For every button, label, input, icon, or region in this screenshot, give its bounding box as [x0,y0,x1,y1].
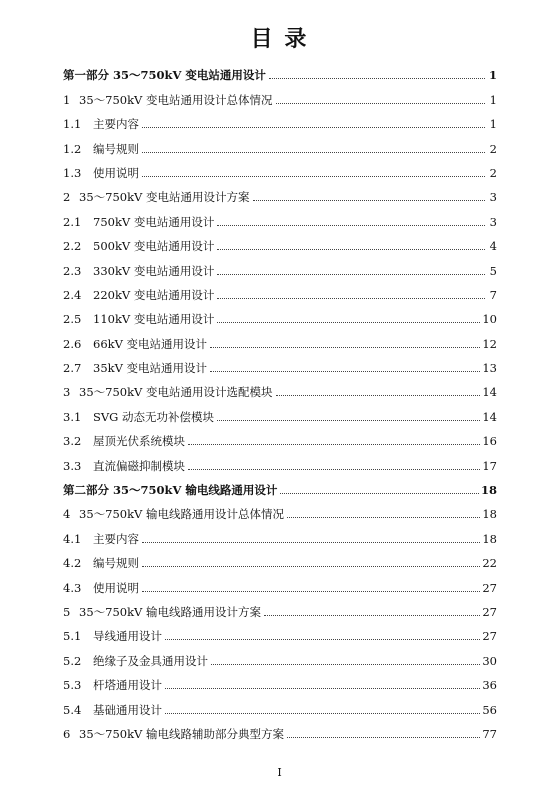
toc-entry[interactable] [63,156,497,180]
toc-entry[interactable] [63,521,497,545]
toc-entry-number: 5.2 [63,653,82,668]
toc-entry[interactable] [63,424,497,448]
page-number: I [277,766,282,779]
toc-entry-label: 绝缘子及金具通用设计 [93,653,208,668]
toc-entry-number: 2.5 [63,312,82,327]
dot-leader [142,117,485,128]
toc-entry-page: 13 [482,361,497,376]
toc-entry-label: 35～750kV 变电站通用设计总体情况 [79,92,273,107]
toc-entry-page: 14 [482,409,497,424]
toc-entry-label: 35～750kV 输电线路通用设计方案 [79,604,262,619]
dot-leader [217,312,480,323]
toc-entry[interactable] [63,692,497,716]
toc-entry-number: 6 [63,726,71,741]
toc-entry-label: 35～750kV 输电线路通用设计总体情况 [79,507,285,522]
toc-part-entry[interactable] [63,58,497,82]
dot-leader [269,68,485,79]
dot-leader [287,507,480,518]
toc-entry-page: 16 [482,434,497,449]
toc-entry[interactable] [63,302,497,326]
dot-leader [142,142,485,153]
toc-entry-label: SVG 动态无功补偿模块 [93,409,215,424]
toc-entry-number: 2.6 [63,336,82,351]
toc-entry-label: 编号规则 [93,556,139,571]
toc-entry-page: 22 [482,556,497,571]
toc-entry-label: 编号规则 [93,141,139,156]
table-of-contents [63,58,497,741]
toc-entry-page: 27 [482,580,497,595]
toc-entry-page: 30 [482,653,497,668]
toc-entry-page: 10 [482,312,497,327]
dot-leader [280,483,479,494]
toc-entry-number: 4.2 [63,556,82,571]
toc-entry[interactable] [63,570,497,594]
toc-entry[interactable] [63,131,497,155]
toc-entry-label: 屋顶光伏系统模块 [93,434,185,449]
dot-leader [188,459,480,470]
toc-entry-page: 18 [480,483,497,498]
toc-entry-label: 110kV 变电站通用设计 [93,312,215,327]
toc-entry-number: 3.1 [63,409,82,424]
toc-entry-label: 35～750kV 变电站通用设计选配模块 [79,385,273,400]
toc-entry-page: 36 [482,678,497,693]
toc-entry-page: 27 [482,604,497,619]
dot-leader [276,93,485,104]
toc-entry-label: 330kV 变电站通用设计 [93,263,215,278]
toc-entry-label: 第二部分 35～750kV 输电线路通用设计 [63,483,278,498]
dot-leader [188,434,480,445]
toc-entry-page: 18 [482,507,497,522]
toc-entry[interactable] [63,595,497,619]
toc-entry-number: 3 [63,385,71,400]
toc-entry[interactable] [63,619,497,643]
toc-entry-page: 14 [482,385,497,400]
toc-entry-label: 主要内容 [93,117,139,132]
toc-entry-label: 35～750kV 变电站通用设计方案 [79,190,250,205]
toc-entry[interactable] [63,326,497,350]
dot-leader [142,532,480,543]
toc-entry-number: 1 [63,92,71,107]
toc-entry-number: 5.3 [63,678,82,693]
dot-leader [142,556,480,567]
toc-entry-label: 使用说明 [93,580,139,595]
dot-leader [165,678,480,689]
toc-entry-page: 2 [489,141,497,156]
dot-leader [276,385,481,396]
toc-entry[interactable] [63,717,497,741]
toc-entry-page: 17 [482,458,497,473]
toc-entry-page: 12 [482,336,497,351]
toc-entry[interactable] [63,351,497,375]
toc-entry-label: 导线通用设计 [93,629,162,644]
toc-entry-number: 4.3 [63,580,82,595]
toc-entry-number: 3.3 [63,458,82,473]
dot-leader [142,166,485,177]
dot-leader [142,581,480,592]
toc-entry-number: 2.4 [63,287,82,302]
dot-leader [217,215,485,226]
toc-entry-label: 杆塔通用设计 [93,678,162,693]
toc-entry-page: 5 [489,263,497,278]
toc-entry-label: 220kV 变电站通用设计 [93,287,215,302]
toc-entry-number: 4.1 [63,531,82,546]
toc-entry-page: 77 [482,726,497,741]
toc-entry-number: 2.7 [63,361,82,376]
toc-entry-number: 2 [63,190,71,205]
toc-entry-page: 18 [482,531,497,546]
toc-entry[interactable] [63,229,497,253]
toc-entry-page: 1 [489,117,497,132]
dot-leader [217,239,485,250]
toc-entry-label: 35kV 变电站通用设计 [93,361,208,376]
toc-entry[interactable] [63,375,497,399]
toc-entry-page: 7 [489,287,497,302]
toc-entry-label: 基础通用设计 [93,702,162,717]
toc-entry[interactable] [63,180,497,204]
dot-leader [217,288,485,299]
toc-entry[interactable] [63,253,497,277]
toc-entry-label: 第一部分 35～750kV 变电站通用设计 [63,68,266,83]
dot-leader [264,605,480,616]
toc-entry-number: 2.1 [63,214,82,229]
dot-leader [165,629,480,640]
toc-entry-label: 主要内容 [93,531,139,546]
document-title: 目 录 [250,26,309,52]
toc-entry-label: 750kV 变电站通用设计 [93,214,215,229]
dot-leader [211,654,480,665]
toc-entry-page: 3 [489,190,497,205]
toc-entry-number: 2.3 [63,263,82,278]
toc-entry[interactable] [63,497,497,521]
dot-leader [210,361,480,372]
toc-entry[interactable] [63,204,497,228]
toc-part-entry[interactable] [63,473,497,497]
toc-entry[interactable] [63,82,497,106]
toc-entry-page: 4 [489,239,497,254]
toc-entry[interactable] [63,668,497,692]
toc-entry-page: 3 [489,214,497,229]
toc-entry-page: 56 [482,702,497,717]
toc-entry-label: 使用说明 [93,165,139,180]
toc-entry-number: 4 [63,507,71,522]
toc-entry-number: 5 [63,604,71,619]
toc-entry-number: 1.3 [63,165,82,180]
dot-leader [210,337,480,348]
dot-leader [217,410,480,421]
toc-entry-number: 2.2 [63,239,82,254]
toc-entry-label: 35～750kV 输电线路辅助部分典型方案 [79,726,285,741]
toc-entry-number: 3.2 [63,434,82,449]
toc-entry-page: 27 [482,629,497,644]
dot-leader [253,190,485,201]
toc-entry-number: 5.1 [63,629,82,644]
toc-entry[interactable] [63,448,497,472]
toc-entry-number: 1.1 [63,117,82,132]
toc-entry[interactable] [63,546,497,570]
toc-entry-label: 直流偏磁抑制模块 [93,458,185,473]
toc-entry-page: 1 [489,92,497,107]
dot-leader [287,727,480,738]
toc-entry[interactable] [63,399,497,423]
toc-entry[interactable] [63,107,497,131]
toc-entry[interactable] [63,278,497,302]
toc-entry[interactable] [63,643,497,667]
dot-leader [165,703,480,714]
toc-entry-page: 2 [489,165,497,180]
toc-entry-number: 5.4 [63,702,82,717]
toc-entry-label: 500kV 变电站通用设计 [93,239,215,254]
toc-entry-page: 1 [488,68,497,83]
toc-entry-number: 1.2 [63,141,82,156]
toc-entry-label: 66kV 变电站通用设计 [93,336,208,351]
dot-leader [217,264,485,275]
